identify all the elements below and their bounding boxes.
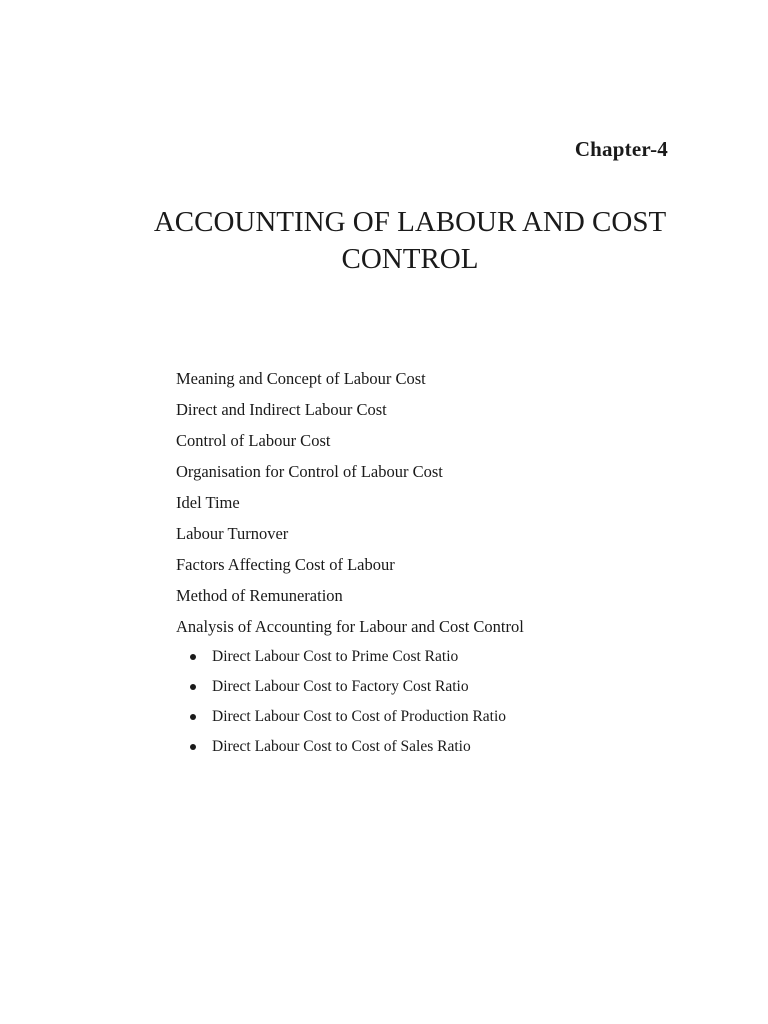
subtopic-item <box>176 672 524 702</box>
subtopic-item <box>176 732 524 762</box>
subtopic-label: Direct Labour Cost to Prime Cost Ratio <box>212 648 459 665</box>
chapter-title-line-1: ACCOUNTING OF LABOUR AND COST <box>153 206 667 238</box>
topic-item: Control of Labour Cost <box>176 431 331 450</box>
subtopic-label: Direct Labour Cost to Cost of Sales Ratio <box>212 738 471 755</box>
topic-item-with-subtopics <box>176 611 524 762</box>
chapter-title <box>140 204 680 278</box>
subtopic-item <box>176 642 524 672</box>
topic-item: Meaning and Concept of Labour Cost <box>176 369 426 388</box>
topic-list <box>176 363 524 762</box>
subtopic-item <box>176 702 524 732</box>
subtopic-label: Direct Labour Cost to Factory Cost Ratio <box>212 678 469 695</box>
bullet-icon <box>190 654 196 660</box>
chapter-title-line-2: CONTROL <box>341 243 479 275</box>
topic-item: Direct and Indirect Labour Cost <box>176 400 387 419</box>
bullet-icon <box>190 744 196 750</box>
topic-item: Organisation for Control of Labour Cost <box>176 462 443 481</box>
bullet-icon <box>190 714 196 720</box>
topic-item: Labour Turnover <box>176 524 289 543</box>
topic-item: Factors Affecting Cost of Labour <box>176 555 395 574</box>
topic-item: Method of Remuneration <box>176 586 343 605</box>
bullet-icon <box>190 684 196 690</box>
subtopic-label: Direct Labour Cost to Cost of Production Ratio <box>212 708 507 725</box>
topic-label: Analysis of Accounting for Labour and Cost Control <box>176 617 524 636</box>
subtopic-list <box>176 642 524 762</box>
chapter-label: Chapter-4 <box>574 137 668 161</box>
topic-item: Idel Time <box>176 493 240 512</box>
